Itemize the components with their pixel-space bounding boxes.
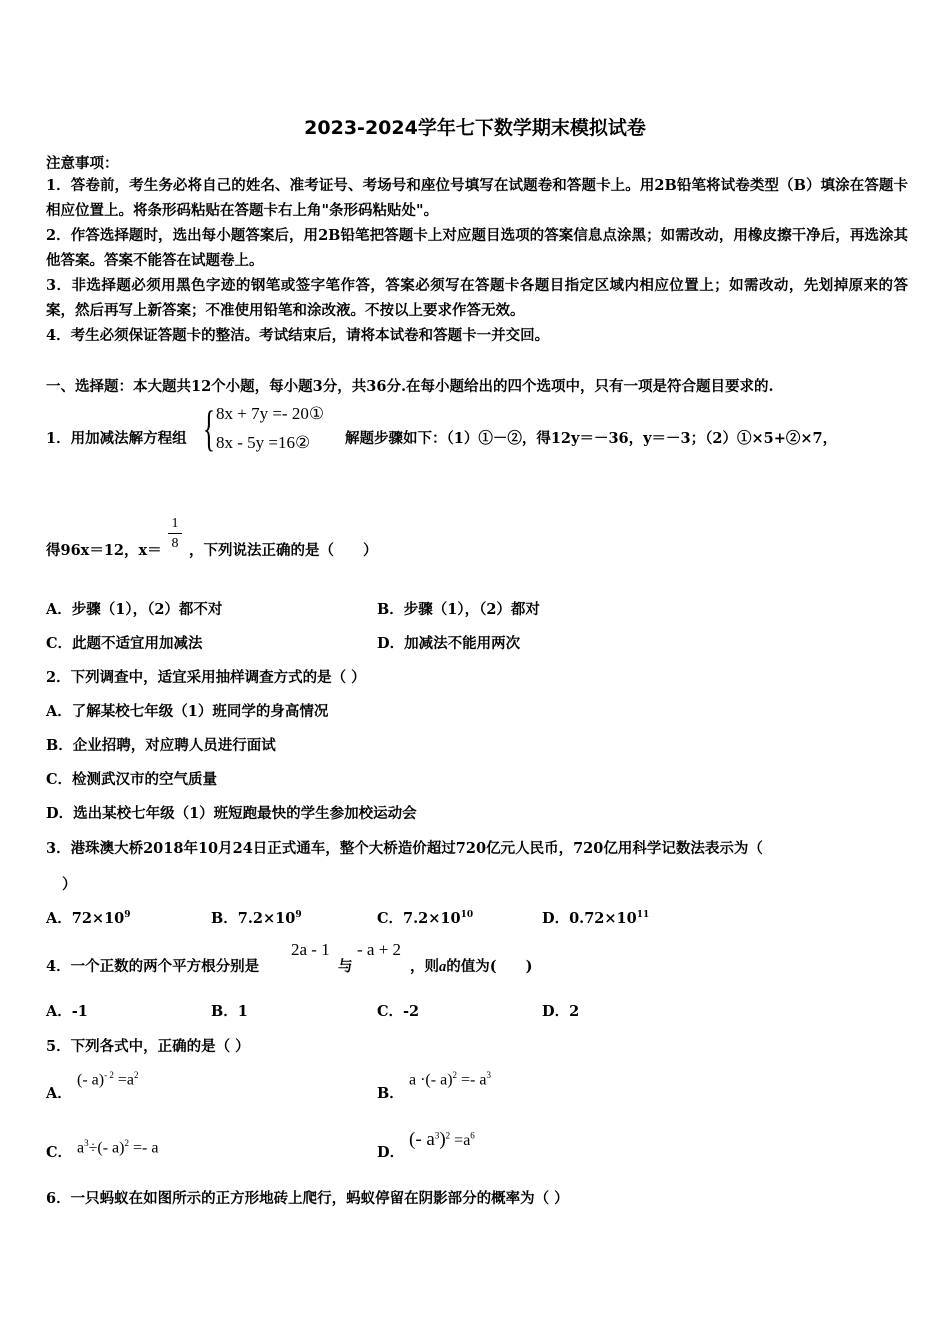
q3-option-c[interactable]: C．$7.2\times 10^{10}$ (377, 910, 474, 927)
fraction-one-eighth: $\frac{1}{8}$ (168, 515, 182, 554)
q1-option-d[interactable]: D．加减法不能用两次 (377, 635, 521, 652)
page-title: 2023-2024学年七下数学期末模拟试卷 (304, 117, 646, 139)
notice-heading: 注意事项： (46, 155, 119, 172)
q2-option-b[interactable]: B．企业招聘，对应聘人员进行面试 (46, 737, 276, 754)
q5-stem: 5．下列各式中，正确的是（ ） (46, 1038, 250, 1055)
q3-stem-end: ） (62, 876, 77, 893)
q5-option-d[interactable]: D． (377, 1144, 405, 1161)
q5-formula-b: a ·(- $a)^2 =- a^3$ (409, 1070, 491, 1089)
q2-option-c[interactable]: C．检测武汉市的空气质量 (46, 771, 218, 788)
q5-formula-d: (- $a^3)^2 =a^6$ (409, 1129, 475, 1150)
q1-prefix: 1．用加减法解方程组 (46, 430, 187, 447)
q2-option-a[interactable]: A．了解某校七年级（1）班同学的身高情况 (46, 703, 329, 720)
q3-option-d[interactable]: D．$0.72\times 10^{11}$ (542, 910, 650, 927)
q4-stem-c: ，则a的值为( ) (410, 958, 533, 975)
q5-option-a[interactable]: A． (46, 1085, 72, 1102)
q4-option-c[interactable]: C．-2 (377, 1003, 420, 1020)
q1-option-a[interactable]: A．步骤（1），（2）都不对 (46, 601, 223, 618)
notice-item-2: 2．作答选择题时，选出每小题答案后，用2B铅笔把答题卡上对应题目选项的答案信息点涂黑；如需改动，用橡皮擦干净后，再选涂其他答案。答案不能答在试题卷上。 (46, 227, 908, 269)
q1-steps-text: 解题步骤如下：（1）①－②，得12y＝－36，y＝－3；（2）①×5+②×7， (345, 430, 838, 447)
q4-stem-a: 4．一个正数的两个平方根分别是 (46, 958, 260, 975)
q1-line2-end: ，下列说法正确的是（ ） (189, 542, 378, 559)
notice-item-1: 1．答卷前，考生务必将自己的姓名、准考证号、考场号和座位号填写在试题卷和答题卡上。用2B铅笔将试卷类型（B）填涂在答题卡相应位置上。将条形码粘贴在答题卡右上角"条形码粘贴处"。 (46, 177, 908, 219)
q1-line2: 得96x＝12，x＝ (46, 542, 162, 559)
q4-expr-1: 2a - 1 (291, 940, 330, 959)
q3-option-b[interactable]: B．$7.2\times 10^9$ (211, 910, 302, 927)
q4-option-b[interactable]: B．1 (211, 1003, 248, 1020)
q1-option-c[interactable]: C．此题不适宜用加减法 (46, 635, 203, 652)
q2-option-d[interactable]: D．选出某校七年级（1）班短跑最快的学生参加校运动会 (46, 805, 417, 822)
q6-stem: 6．一只蚂蚁在如图所示的正方形地砖上爬行，蚂蚁停留在阴影部分的概率为（ ） (46, 1190, 569, 1207)
notice-item-4: 4．考生必须保证答题卡的整洁。考试结束后，请将本试卷和答题卡一并交回。 (46, 327, 550, 344)
q1-option-b[interactable]: B．步骤（1），（2）都对 (377, 601, 540, 618)
q1-equation-2: 8x - 5y =16② (216, 433, 311, 452)
brace-symbol: { (203, 400, 215, 456)
q5-option-c[interactable]: C． (46, 1144, 73, 1161)
q3-stem: 3．港珠澳大桥2018年10月24日正式通车，整个大桥造价超过720亿元人民币，720亿用科学记数法表示为（ (46, 840, 763, 857)
q5-formula-a: (- $a)^{- 2} =a^2$ (77, 1070, 139, 1089)
q5-formula-c: $a^3\div(-$ a)$^2$ =- a (77, 1138, 159, 1157)
q2-stem: 2．下列调查中，适宜采用抽样调查方式的是（ ） (46, 669, 366, 686)
notice-item-3: 3．非选择题必须用黑色字迹的钢笔或签字笔作答，答案必须写在答题卡各题目指定区域内相应位置上；如需改动，先划掉原来的答案，然后再写上新答案；不准使用铅笔和涂改液。不按以上要求作答无效。 (46, 277, 908, 319)
q5-option-b[interactable]: B． (377, 1085, 404, 1102)
q4-option-a[interactable]: A．-1 (46, 1003, 88, 1020)
q4-stem-b: 与 (338, 958, 353, 975)
section-heading: 一、选择题：本大题共12个小题，每小题3分，共36分.在每小题给出的四个选项中，只有一项是符合题目要求的. (46, 378, 774, 395)
q4-option-d[interactable]: D．2 (542, 1003, 580, 1020)
q4-expr-2: - a + 2 (357, 940, 402, 959)
q1-equation-1: 8x + 7y =- 20① (216, 404, 325, 423)
q3-option-a[interactable]: A．$72\times 10^9$ (46, 910, 131, 927)
